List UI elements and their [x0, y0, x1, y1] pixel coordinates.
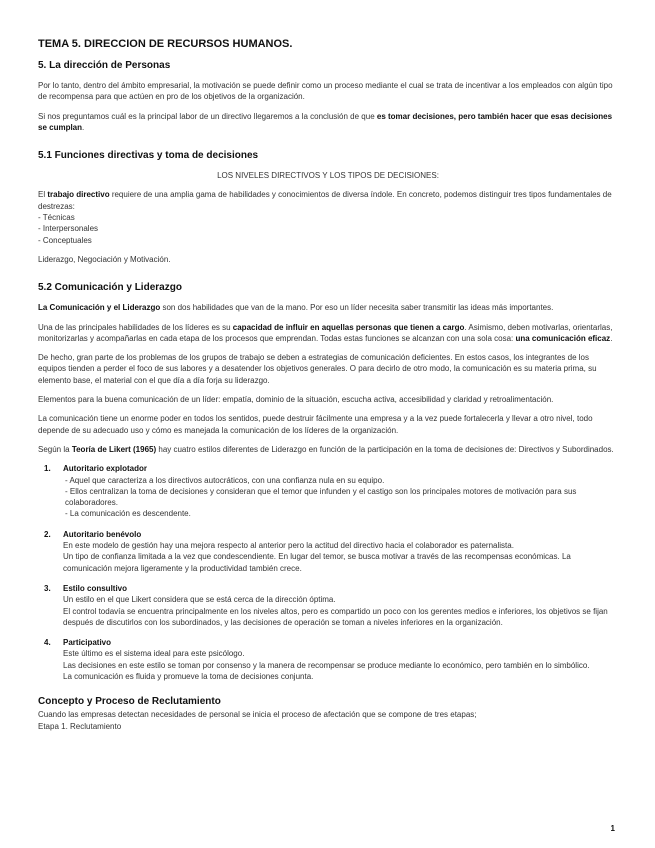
list-item: 2. Autoritario benévolo En este modelo de gestión hay una mejora respecto al anterior pero la actitud del directivo hacia el colaborador es paternalista. Un tipo de confianza limitada a la vez que condescendiente. En lugar del temor, se busca motivar a través de las recompensas económicas. La comunicación mejora ligeramente y la productividad también crece. — [38, 529, 618, 574]
list-item: - Técnicas — [38, 213, 75, 223]
list-item: - Interpersonales — [38, 224, 99, 234]
style-title: Estilo consultivo — [63, 583, 128, 593]
paragraph: Por lo tanto, dentro del ámbito empresarial, la motivación se puede definir como un proceso mediante el cual se trata de incentivar a los empleados con algún tipo de recompensa para que actúen en pro de los objetivos de la organización. — [38, 81, 613, 102]
list-item: 4. Participativo Este último es el sistema ideal para este psicólogo. Las decisiones en este estilo se toman por consenso y la manera de recompensar se produce mediante lo económico, pero también en lo simbólico. La comunicación es fluida y promueve la toma de decisiones conjunta. — [38, 637, 618, 682]
centered-subtitle: LOS NIVELES DIRECTIVOS Y LOS TIPOS DE DECISIONES: — [217, 171, 439, 181]
list-item: - Conceptuales — [38, 235, 92, 245]
paragraph: Una de las principales habilidades de los líderes es su capacidad de influir en aquellas personas que tienen a cargo. Asimismo, deben motivarlas, orientarlas, monitorizarlas y acompañarlas en cada etapa de los procesos que emprendan. Todas estas funciones se alcanzan con una sola cosa: una comunicación eficaz. — [38, 322, 613, 343]
section-5-1-heading: 5.1 Funciones directivas y toma de decisiones — [38, 150, 259, 162]
paragraph: De hecho, gran parte de los problemas de los grupos de trabajo se deben a estrategias de comunicación deficientes. En estos casos, los integrantes de los equipos tienden a perder el foco de sus labores y a desatender los objetivos generales. O para decirlo de otro modo, la comunicación es su materia prima, su elemento base, el material con el que día a día forja su liderazgo. — [38, 353, 597, 385]
list-item: 3. Estilo consultivo Un estilo en el que Likert considera que se está cerca de la dirección óptima. El control todavía se encuentra principalmente en los niveles altos, pero es compartido un poco con los gerentes medios e inferiores, los objetivos se fijan después de discutirlos con los subordinados, y las decisiones de operación se toman a niveles inferiores en la organización. — [38, 583, 618, 628]
style-title: Autoritario benévolo — [63, 529, 142, 539]
paragraph: Elementos para la buena comunicación de un líder: empatía, dominio de la situación, escucha activa, accesibilidad y claridad y retroalimentación. — [38, 395, 554, 405]
section-5-2-heading: 5.2 Comunicación y Liderazgo — [38, 282, 182, 294]
paragraph: Liderazgo, Negociación y Motivación. — [38, 254, 171, 264]
paragraph: Cuando las empresas detectan necesidades de personal se inicia el proceso de afectación que se compone de tres etapas; — [38, 710, 477, 720]
paragraph: Etapa 1. Reclutamiento — [38, 721, 122, 731]
page-number: 1 — [610, 824, 615, 833]
style-title: Autoritario explotador — [63, 464, 148, 474]
document-page — [38, 38, 618, 732]
paragraph: La Comunicación y el Liderazgo son dos habilidades que van de la mano. Por eso un líder necesita saber transmitir las ideas más importantes. — [38, 303, 554, 313]
style-title: Participativo — [63, 638, 112, 648]
list-item: 1. Autoritario explotador - Aquel que caracteriza a los directivos autocráticos, con una confianza nula en su equipo. - Ellos centralizan la toma de decisiones y consideran que el temor que infunden y el castigo son los principales motores de motivación para sus colaboradores. - La comunicación es descendente. — [38, 463, 618, 519]
paragraph: El trabajo directivo requiere de una amplia gama de habilidades y conocimientos de diversa índole. En concreto, podemos distinguir tres tipos fundamentales de destrezas: — [38, 190, 612, 211]
likert-styles-list — [38, 463, 618, 682]
paragraph: La comunicación tiene un enorme poder en todos los sentidos, puede destruir fácilmente una empresa y a la vez puede fortalecerla y llevar a otro nivel, todo depende de su adecuado uso y cómo es manejada la comunicación de los líderes de la organización. — [38, 414, 593, 435]
recruitment-heading: Concepto y Proceso de Reclutamiento — [38, 696, 221, 708]
section-5-heading: 5. La dirección de Personas — [38, 60, 171, 71]
document-title: TEMA 5. DIRECCION DE RECURSOS HUMANOS. — [38, 38, 293, 50]
paragraph: Si nos preguntamos cuál es la principal labor de un directivo llegaremos a la conclusión de que es tomar decisiones, pero también hacer que esas decisiones se cumplan. — [38, 111, 613, 132]
paragraph: Según la Teoría de Likert (1965) hay cuatro estilos diferentes de Liderazgo en función de la participación en la toma de decisiones de: Directivos y Subordinados. — [38, 444, 614, 454]
